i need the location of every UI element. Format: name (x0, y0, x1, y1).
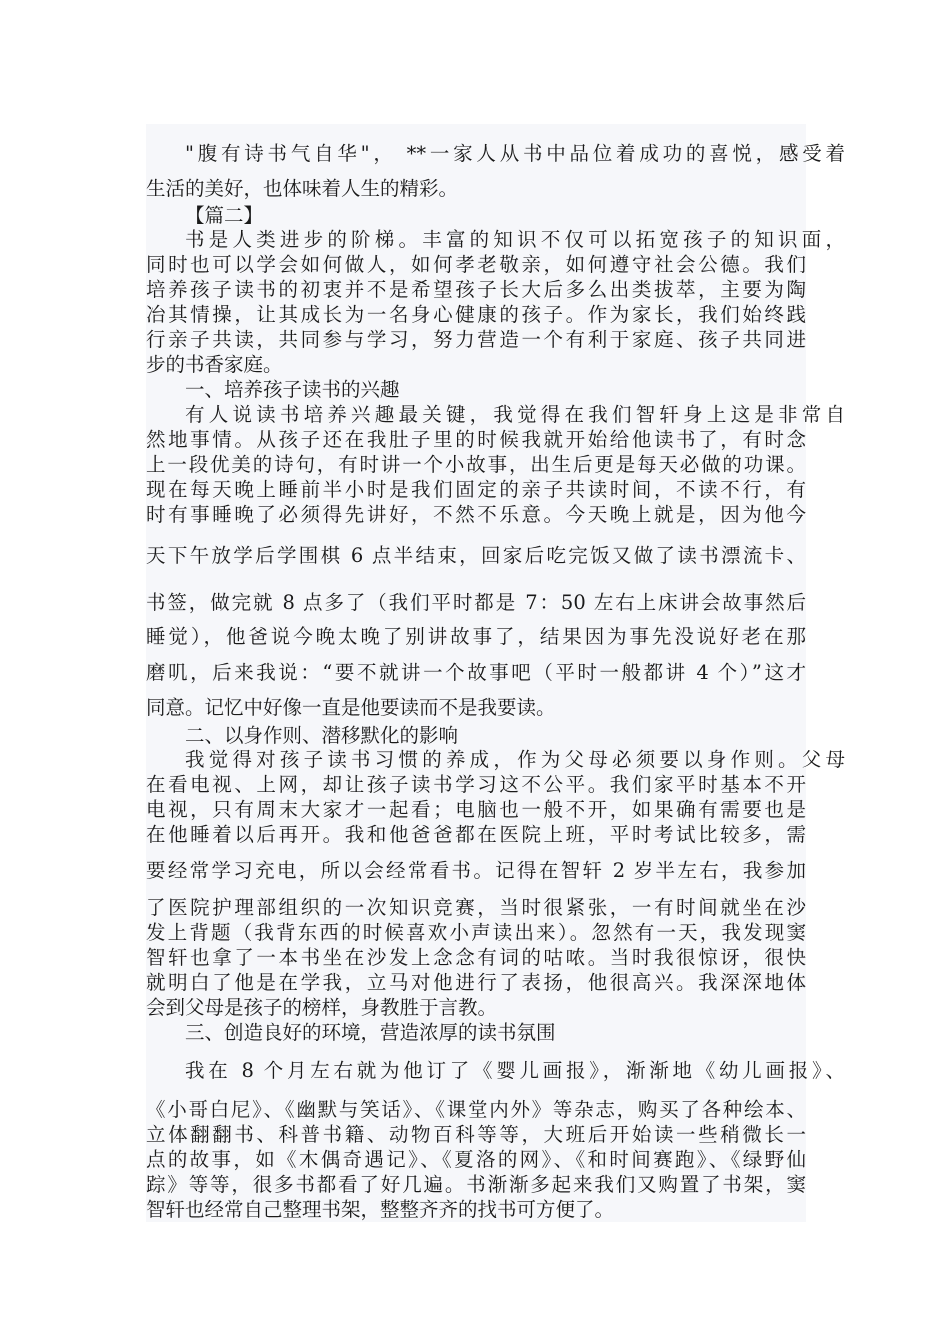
text-line: 在他睡着以后再开。我和他爸爸都在医院上班，平时考试比较多，需 (146, 823, 806, 846)
text-line: 时有事睡晚了必须得先讲好，不然不乐意。今天晚上就是，因为他今 (146, 503, 806, 526)
text-line: 书签，做完就 8 点多了（我们平时都是 7：50 左右上床讲会故事然后 (146, 591, 806, 614)
text-line: 培养孩子读书的初衷并不是希望孩子长大后多么出类拔萃，主要为陶 (146, 278, 806, 301)
section-heading: 二、以身作则、潜移默化的影响 (185, 724, 459, 747)
text-line: 电视，只有周末大家才一起看；电脑也一般不开，如果确有需要也是 (146, 798, 806, 821)
text-line: "腹有诗书气自华"， **一家人从书中品位着成功的喜悦，感受着 (185, 142, 845, 165)
text-block (146, 124, 845, 1222)
text-line: 上一段优美的诗句，有时讲一个小故事，出生后更是每天必做的功课。 (146, 453, 806, 476)
text-line: 步的书香家庭。 (146, 353, 283, 376)
text-line: 同意。记忆中好像一直是他要读而不是我要读。 (146, 696, 556, 719)
text-line: 磨叽，后来我说：“要不就讲一个故事吧（平时一般都讲 4 个）”这才 (146, 661, 806, 684)
section-heading: 一、培养孩子读书的兴趣 (185, 378, 400, 401)
section-heading: 三、创造良好的环境，营造浓厚的读书氛围 (185, 1021, 556, 1044)
text-line: 《小哥白尼》、《幽默与笑话》、《课堂内外》等杂志，购买了各种绘本、 (146, 1098, 806, 1121)
text-line: 要经常学习充电，所以会经常看书。记得在智轩 2 岁半左右，我参加 (146, 859, 806, 882)
text-line: 睡觉），他爸说今晚太晚了别讲故事了，结果因为事先没说好老在那 (146, 625, 806, 648)
section-heading: 【篇二】 (185, 204, 264, 227)
text-line: 生活的美好，也体味着人生的精彩。 (146, 177, 459, 200)
text-line: 天下午放学后学围棋 6 点半结束，回家后吃完饭又做了读书漂流卡、 (146, 544, 806, 567)
text-line: 我在 8 个月左右就为他订了《婴儿画报》，渐渐地《幼儿画报》、 (185, 1059, 845, 1082)
text-line: 智轩也拿了一本书坐在沙发上念念有词的咕哝。当时我很惊讶，很快 (146, 946, 806, 969)
text-line: 有人说读书培养兴趣最关键，我觉得在我们智轩身上这是非常自 (185, 403, 845, 426)
text-line: 同时也可以学会如何做人，如何孝老敬亲，如何遵守社会公德。我们 (146, 253, 806, 276)
text-line: 就明白了他是在学我，立马对他进行了表扬，他很高兴。我深深地体 (146, 971, 806, 994)
text-line: 会到父母是孩子的榜样，身教胜于言教。 (146, 996, 498, 1019)
text-line: 了医院护理部组织的一次知识竞赛，当时很紧张，一有时间就坐在沙 (146, 896, 806, 919)
text-line: 我觉得对孩子读书习惯的养成，作为父母必须要以身作则。父母 (185, 748, 845, 771)
text-line: 发上背题（我背东西的时候喜欢小声读出来）。忽然有一天，我发现窦 (146, 921, 806, 944)
text-line: 立体翻翻书、科普书籍、动物百科等等，大班后开始读一些稍微长一 (146, 1123, 806, 1146)
text-line: 冶其情操，让其成长为一名身心健康的孩子。作为家长，我们始终践 (146, 303, 806, 326)
text-line: 在看电视、上网，却让孩子读书学习这不公平。我们家平时基本不开 (146, 773, 806, 796)
text-line: 书是人类进步的阶梯。丰富的知识不仅可以拓宽孩子的知识面， (185, 228, 845, 251)
text-line: 点的故事，如《木偶奇遇记》、《夏洛的网》、《和时间赛跑》、《绿野仙 (146, 1148, 806, 1171)
text-line: 现在每天晚上睡前半小时是我们固定的亲子共读时间，不读不行，有 (146, 478, 806, 501)
text-line: 行亲子共读，共同参与学习，努力营造一个有利于家庭、孩子共同进 (146, 328, 806, 351)
text-line: 然地事情。从孩子还在我肚子里的时候我就开始给他读书了，有时念 (146, 428, 806, 451)
text-line: 智轩也经常自己整理书架，整整齐齐的找书可方便了。 (146, 1198, 615, 1221)
text-line: 踪》等等，很多书都看了好几遍。书渐渐多起来我们又购置了书架，窦 (146, 1173, 806, 1196)
